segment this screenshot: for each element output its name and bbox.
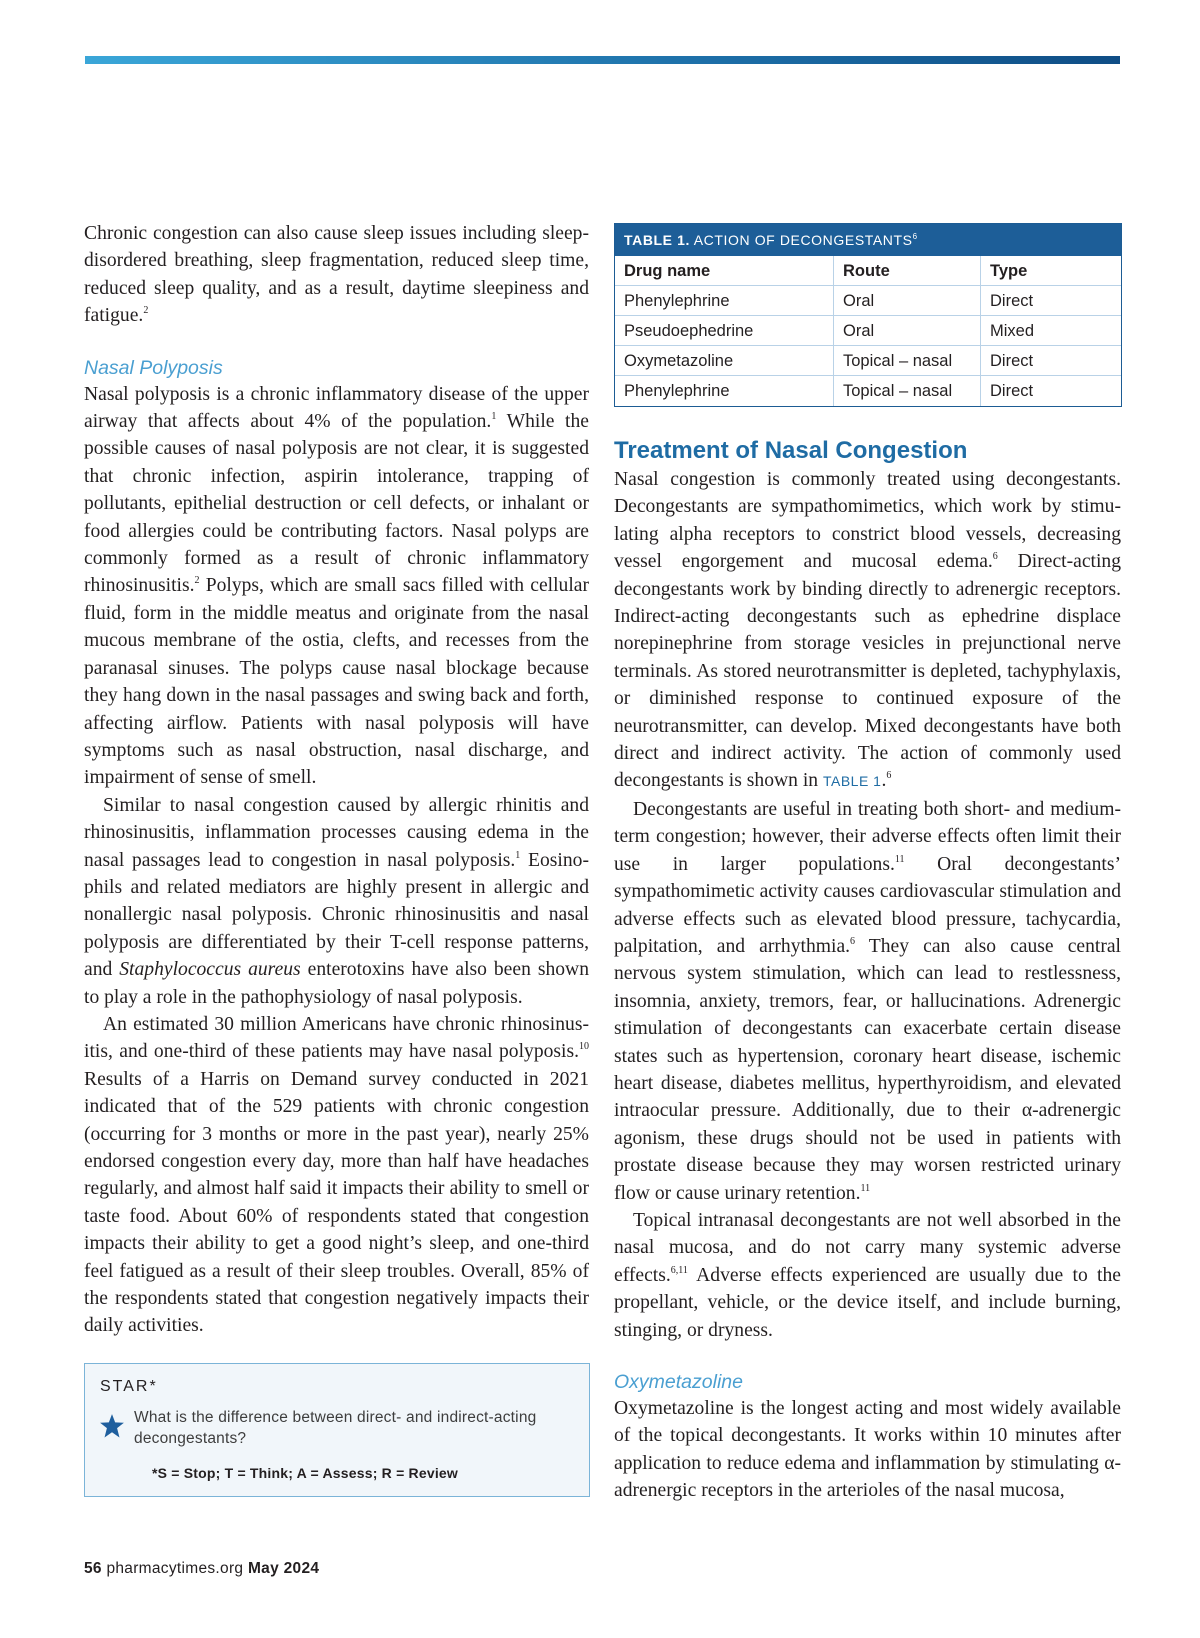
table-cell: Topical – nasal	[834, 346, 981, 376]
paragraph-treatment-1: Nasal congestion is commonly treated using decongestants. Decongestants are sympathomimetics, which work by stimulating alpha receptors to constrict blood vessels, decreasing vessel engorgement and mucosal edema.$^6$ Direct-acting decongestants work by binding directly to adrenergic receptors. Indirect-acting decongestants such as ephedrine displace norepinephrine from storage vesicles in prejunctional nerve terminals. As stored neurotransmitter is depleted, tachyphylaxis, or diminished response to continued exposure of the neurotransmitter, can develop. Mixed decongestants have both direct and indirect activity. The action of commonly used decongestants is shown in TABLE 1.$^6$	[614, 469, 1121, 792]
top-accent-bar	[85, 56, 1120, 64]
paragraph-polyposis-3: An estimated 30 million Americans have chronic rhinosinusitis, and one-third of these patients may have nasal polyposis.$^{10}$ Results of a Harris on Demand survey conducted in 2021 indicated that of the 529 patients with chronic congestion (occurring for 3 months or more in the past year), nearly 25% endorsed congestion every day, more than half have headaches regularly, and almost half said it impacts their ability to smell or taste food. About 60% of respondents stated that congestion impacts their ability to get a good night’s sleep, and one-third feel fatigued as a result of their sleep troubles. Overall, 85% of the respondents stated that congestion negatively impacts their daily activities.	[84, 1013, 589, 1337]
table-cell: Direct	[981, 346, 1121, 376]
table-cell: Mixed	[981, 316, 1121, 346]
paragraph-treatment-3: Topical intranasal decongestants are not well absorbed in the nasal mucosa, and do not carry many systemic adverse effects.$^{6,11}$ Adverse effects experienced are usually due to the propellant, vehicle, or the device itself, and include burning, stinging, or dryness.	[614, 1209, 1121, 1341]
table-cell: Oral	[834, 286, 981, 316]
paragraph-treatment-2: Decongestants are useful in treating both short- and medium-term congestion; however, their adverse effects often limit their use in larger populations.$^{11}$ Oral decongestants’ sympathomimetic activity causes cardiovascular stimulation and adverse effects such as elevated blood pressure, tachycardia, palpitation, and arrhythmia.$^6$ They can also cause central nervous system stimulation, which can lead to restlessness, insomnia, anxiety, tremors, fear, or hallucinations. Adrenergic stimulation of decongestants can exacerbate certain disease states such as hypertension, coronary heart disease, ischemic heart disease, diabetes mellitus, hyperthyroidism, and elevated intraocular pressure. Additionally, due to their α-adrenergic agonism, these drugs should not be used in patients with prostate disease because they may worsen restricted urinary flow or cause urinary retention.$^{11}$	[614, 798, 1121, 1204]
table-header-route: Route	[834, 256, 981, 286]
table-cell: Direct	[981, 286, 1121, 316]
table-reference-link[interactable]: TABLE 1	[822, 773, 882, 790]
star-question: What is the difference between direct- and indirect-acting decongestants?	[134, 1409, 537, 1447]
table-cell: Topical – nasal	[834, 376, 981, 406]
left-column	[84, 220, 589, 1340]
table-header-drug: Drug name	[615, 256, 834, 286]
table-header-type: Type	[981, 256, 1121, 286]
subheading-nasal-polyposis: Nasal Polyposis	[84, 356, 223, 379]
right-column	[614, 436, 1121, 1505]
table-cell: Phenylephrine	[615, 376, 834, 406]
star-key: *S = Stop; T = Think; A = Assess; R = Review	[152, 1465, 458, 1481]
table-cell: Pseudoephedrine	[615, 316, 834, 346]
table-cell: Direct	[990, 382, 1034, 400]
footer-issue: May 2024	[247, 1560, 320, 1577]
table-cell: Oxymetazoline	[615, 346, 834, 376]
table-grid	[615, 256, 1121, 406]
star-title: STAR*	[100, 1378, 158, 1395]
page-number: 56	[84, 1560, 102, 1577]
paragraph-oxymetazoline: Oxymetazoline is the longest acting and most widely available of the topical decongestants. It works within 10 minutes after application to reduce edema and inflammation by stimulating α-adrenergic receptors in the arterioles of the nasal mucosa,	[614, 1398, 1121, 1502]
paragraph-polyposis-2: Similar to nasal congestion caused by allergic rhinitis and rhinosinusitis, inflammation processes causing edema in the nasal passages lead to congestion in nasal polyposis.$^1$ Eosinophils and related mediators are highly present in allergic and nonallergic nasal polyposis. Chronic rhinosinusitis and nasal polyposis are differentiated by their T-cell response patterns, and Staphylococcus aureus enterotoxins have also been shown to play a role in the pathophysiology of nasal polyposis.	[84, 794, 589, 1008]
star-callout-box	[84, 1363, 590, 1497]
table-caption: TABLE 1. ACTION OF DECONGESTANTS$^6$	[615, 224, 1121, 256]
page-footer	[84, 1560, 319, 1578]
decongestants-table	[614, 223, 1122, 407]
footer-site: pharmacytimes.org	[101, 1560, 248, 1577]
subheading-oxymetazoline: Oxymetazoline	[614, 1371, 743, 1393]
table-cell: Phenylephrine	[615, 286, 834, 316]
paragraph-sleep-issues: Chronic congestion can also cause sleep issues including sleep-disordered breathing, sleep fragmentation, reduced sleep time, reduced sleep quality, and as a result, daytime sleepiness and fatigue.$^2$	[84, 223, 589, 327]
table-cell: Oral	[834, 316, 981, 346]
star-icon	[99, 1413, 125, 1439]
paragraph-polyposis-1: Nasal polyposis is a chronic inflammatory disease of the upper airway that affects about 4% of the population.$^1$ While the possible causes of nasal polyposis are not clear, it is suggested that chronic infection, aspirin intolerance, trapping of pollutants, epithelial destruction or cell defects, or inhalant or food allergies could be contributing factors. Nasal polyps are commonly formed as a result of chronic inflammatory rhinosinusitis.$^2$ Polyps, which are small sacs filled with cellular fluid, form in the middle meatus and originate from the nasal mucous membrane of the ostia, clefts, and recesses from the paranasal sinuses. The polyps cause nasal blockage because they hang down in the nasal passages and swing back and forth, affecting airflow. Patients with nasal polyposis will have symptoms such as nasal obstruction, nasal discharge, and impairment of sense of smell.	[84, 383, 589, 789]
heading-treatment: Treatment of Nasal Congestion	[614, 437, 968, 464]
